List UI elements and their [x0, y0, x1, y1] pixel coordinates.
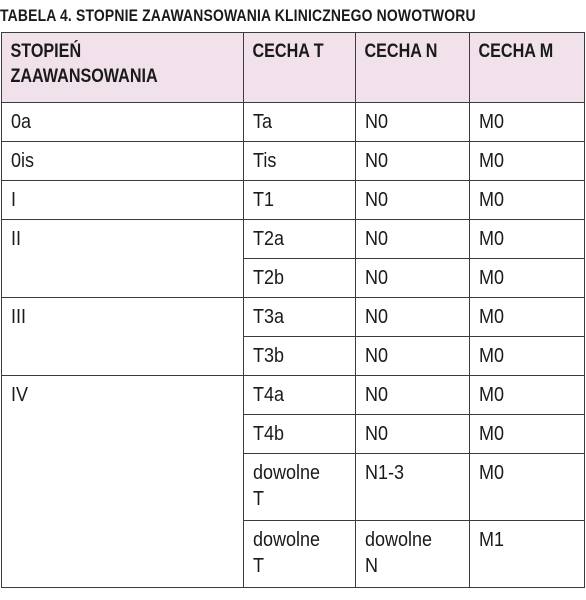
- cell-n: N0: [356, 181, 470, 220]
- cell-m: M0: [470, 142, 585, 181]
- cell-t: dowolne T: [244, 521, 356, 588]
- cell-n: N0: [356, 337, 470, 376]
- cell-m: M0: [470, 337, 585, 376]
- header-n: CECHA N: [356, 33, 470, 103]
- cell-m: M0: [470, 103, 585, 142]
- cell-stage: II: [2, 220, 244, 298]
- header-t: CECHA T: [244, 33, 356, 103]
- table-row: [2, 103, 585, 142]
- cell-m: M1: [470, 521, 585, 588]
- cell-t: T4b: [244, 415, 356, 454]
- cell-stage: 0is: [2, 142, 244, 181]
- cell-t: T1: [244, 181, 356, 220]
- cell-stage: I: [2, 181, 244, 220]
- staging-table: [1, 32, 585, 588]
- cell-t: T3b: [244, 337, 356, 376]
- cell-m: M0: [470, 376, 585, 415]
- table-caption: TABELA 4. STOPNIE ZAAWANSOWANIA KLINICZNEGO NOWOTWORU: [0, 6, 476, 25]
- cell-stage: IV: [2, 376, 244, 588]
- cell-n: N1-3: [356, 454, 470, 521]
- cell-stage: 0a: [2, 103, 244, 142]
- cell-t: Ta: [244, 103, 356, 142]
- cell-n: N0: [356, 298, 470, 337]
- cell-m: M0: [470, 298, 585, 337]
- header-stage: [2, 33, 244, 103]
- cell-n: dowolne N: [356, 521, 470, 588]
- cell-m: M0: [470, 415, 585, 454]
- cell-t: dowolne T: [244, 454, 356, 521]
- cell-m: M0: [470, 181, 585, 220]
- cell-t: T4a: [244, 376, 356, 415]
- cell-t: Tis: [244, 142, 356, 181]
- cell-t: T2a: [244, 220, 356, 259]
- cell-n: N0: [356, 103, 470, 142]
- table-row: [2, 181, 585, 220]
- cell-stage: III: [2, 298, 244, 376]
- header-m: CECHA M: [470, 33, 585, 103]
- cell-n: N0: [356, 259, 470, 298]
- cell-n: N0: [356, 142, 470, 181]
- cell-t: T2b: [244, 259, 356, 298]
- header-row: [2, 33, 585, 103]
- cell-m: M0: [470, 454, 585, 521]
- table-row: [2, 142, 585, 181]
- cell-t: T3a: [244, 298, 356, 337]
- header-stage-line2: ZAAWANSOWANIA: [10, 66, 158, 87]
- header-stage-line1: STOPIEŃ: [10, 41, 82, 62]
- cell-n: N0: [356, 376, 470, 415]
- table-row: [2, 298, 585, 337]
- cell-n: N0: [356, 220, 470, 259]
- cell-m: M0: [470, 220, 585, 259]
- cell-m: M0: [470, 259, 585, 298]
- table-row: [2, 220, 585, 259]
- table-row: [2, 376, 585, 415]
- cell-n: N0: [356, 415, 470, 454]
